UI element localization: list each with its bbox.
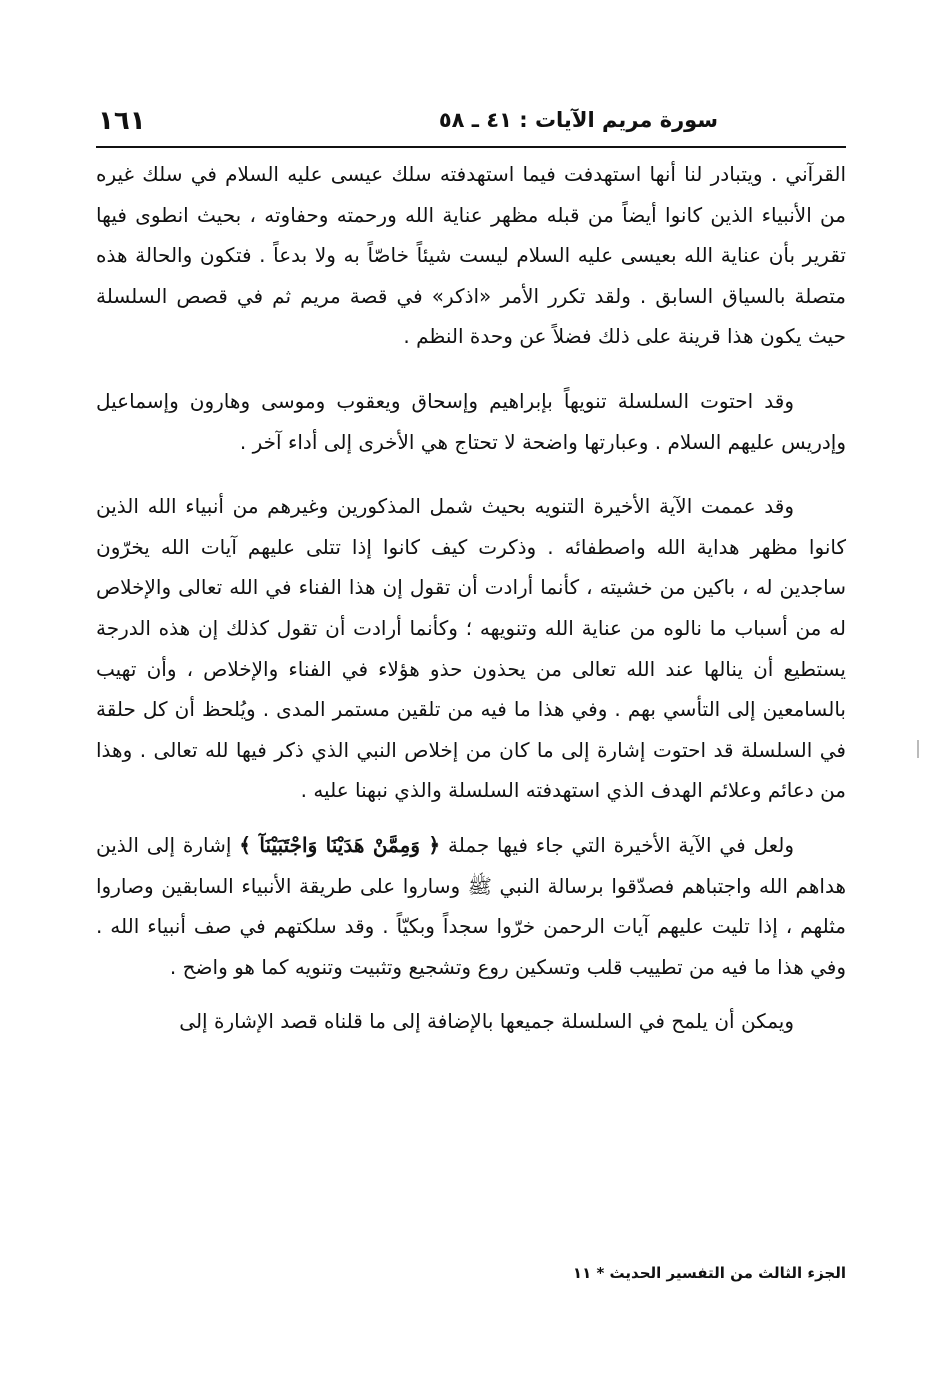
page-footer-signature: الجزء الثالث من التفسير الحديث * ١١ — [572, 1264, 846, 1282]
paragraph-spacer — [96, 811, 846, 825]
paragraph-spacer — [96, 987, 846, 1001]
page-header — [98, 108, 846, 148]
paragraph-1: القرآني . ويتبادر لنا أنها استهدفت فيما استهدفته سلك عيسى عليه السلام في سلك غيره من الأنبياء الذين كانوا أيضاً من قبله مظهر عناية الله ورحمته وحفاوته ، بحيث انطوى فيها تقرير بأن عناية الله بعيسى عليه السلام ليست شيئاً خاصّاً به ولا بدعاً . فتكون والحالة هذه متصلة بالسياق السابق . ولقد تكرر الأمر «اذكر» في قصة مريم ثم في قصص السلسلة حيث يكون هذا قرينة على ذلك فضلاً عن وحدة النظم . — [96, 162, 846, 349]
running-title: سورة مريم الآيات : ٤١ ـ ٥٨ — [438, 108, 718, 132]
page-number: ١٦١ — [98, 106, 146, 136]
paragraph-4 — [96, 825, 846, 987]
paragraph-5: ويمكن أن يلمح في السلسلة جميعها بالإضافة إلى ما قلناه قصد الإشارة إلى — [179, 1009, 794, 1034]
margin-mark — [917, 740, 919, 758]
paragraph-2: وقد احتوت السلسلة تنويهاً بإبراهيم وإسحاق ويعقوب وموسى وهارون وإسماعيل وإدريس عليهم السلام . وعبارتها واضحة لا تحتاج هي الأخرى إلى أداء آخر . — [96, 388, 846, 454]
paragraph-4-lead: ولعل في الآية الأخيرة التي جاء فيها جملة — [447, 832, 795, 857]
paragraph-spacer — [96, 462, 846, 486]
quran-verse-quote: ﴿ وَمِمَّنْ هَدَيْنَا وَاجْتَبَيْنَآ ﴾ — [239, 832, 441, 857]
paragraph-spacer — [96, 357, 846, 381]
paragraph-4-rest: إشارة إلى الذين هداهم الله واجتباهم فصدّقوا برسالة النبي ﷺ وساروا على طريقة الأنبياء السابقين وصاروا مثلهم ، إذا تليت عليهم آيات الرحمن خرّوا سجداً وبكيّاً . وقد سلكتهم في صف أنبياء الله . وفي هذا ما فيه من تطييب قلب وتسكين روع وتشجيع وتثبيت وتنويه كما هو واضح . — [96, 832, 846, 979]
header-divider — [96, 146, 846, 148]
main-text — [96, 154, 846, 1042]
paragraph-3: وقد عممت الآية الأخيرة التنويه بحيث شمل المذكورين وغيرهم من أنبياء الله الذين كانوا مظهر هداية الله واصطفائه . وذكرت كيف كانوا إذا تتلى عليهم آيات الله يخرّون ساجدين له ، باكين من خشيته ، كأنما أرادت أن تقول إن هذا الفناء في الله تعالى والإخلاص له من أسباب ما نالوه من عناية الله وتنويهه ؛ وكأنما أرادت أن تقول كذلك إن هذه الدرجة يستطيع أن ينالها عند الله تعالى من يحذون حذو هؤلاء في الفناء والإخلاص ، وأن تهيب بالسامعين إلى التأسي بهم . وفي هذا ما فيه من تلقين مستمر المدى . ويُلحظ أن كل حلقة في السلسلة قد احتوت إشارة إلى ما كان من إخلاص النبي الذي ذكر فيها لله تعالى . وهذا من دعائم وعلائم الهدف الذي استهدفته السلسلة والذي نبهنا عليه . — [96, 494, 846, 803]
